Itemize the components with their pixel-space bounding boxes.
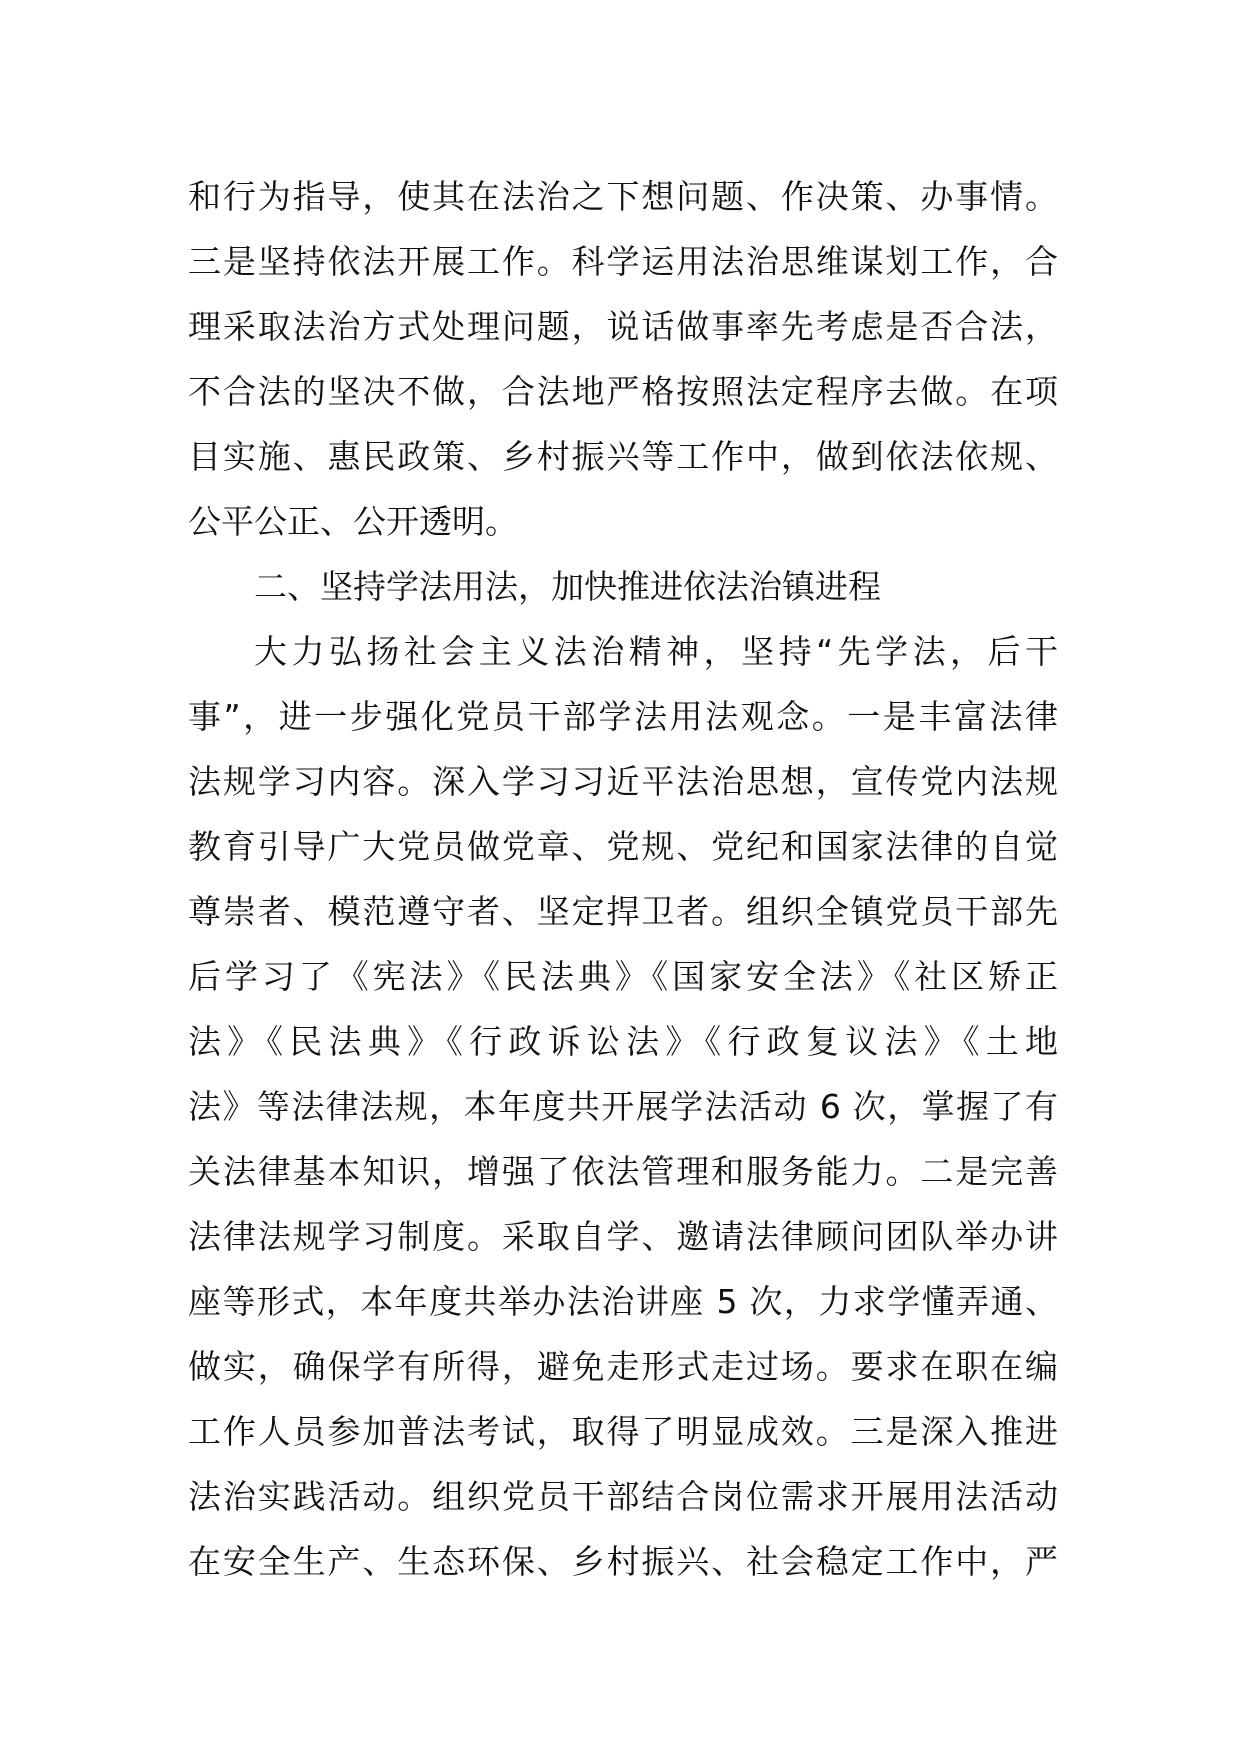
text-line: 工作人员参加普法考试，取得了明显成效。三是深入推进 [188, 1412, 1058, 1451]
text-line: 目实施、惠民政策、乡村振兴等工作中，做到依法依规、 [188, 437, 1058, 476]
text-line: 事”，进一步强化党员干部学法用法观念。一是丰富法律 [188, 697, 1058, 736]
text-line: 法律法规学习制度。采取自学、邀请法律顾问团队举办讲 [188, 1217, 1058, 1256]
text-line: 法治实践活动。组织党员干部结合岗位需求开展用法活动 [188, 1477, 1058, 1516]
text-line: 在安全生产、生态环保、乡村振兴、社会稳定工作中，严 [188, 1542, 1058, 1581]
text-line: 座等形式，本年度共举办法治讲座 5 次，力求学懂弄通、 [188, 1282, 1058, 1321]
text-line: 后学习了《宪法》《民法典》《国家安全法》《社区矫正 [188, 957, 1058, 996]
text-line: 公平公正、公开透明。 [188, 502, 518, 541]
text-line: 法》等法律法规，本年度共开展学法活动 6 次，掌握了有 [188, 1087, 1058, 1126]
section-heading: 二、坚持学法用法，加快推进依法治镇进程 [254, 567, 881, 606]
paragraph-first-line: 大力弘扬社会主义法治精神，坚持“先学法，后干 [254, 632, 1058, 671]
text-line: 三是坚持依法开展工作。科学运用法治思维谋划工作，合 [188, 242, 1058, 281]
text-line: 和行为指导，使其在法治之下想问题、作决策、办事情。 [188, 177, 1058, 216]
text-line: 尊崇者、模范遵守者、坚定捍卫者。组织全镇党员干部先 [188, 892, 1058, 931]
text-line: 法规学习内容。深入学习习近平法治思想，宣传党内法规 [188, 762, 1058, 801]
text-line: 理采取法治方式处理问题，说话做事率先考虑是否合法， [188, 307, 1058, 346]
document-body [188, 164, 1058, 1594]
text-line: 教育引导广大党员做党章、党规、党纪和国家法律的自觉 [188, 827, 1058, 866]
text-line: 关法律基本知识，增强了依法管理和服务能力。二是完善 [188, 1152, 1058, 1191]
text-line: 不合法的坚决不做，合法地严格按照法定程序去做。在项 [188, 372, 1058, 411]
text-line: 法》《民法典》《行政诉讼法》《行政复议法》《土地 [188, 1022, 1058, 1061]
text-line: 做实，确保学有所得，避免走形式走过场。要求在职在编 [188, 1347, 1058, 1386]
